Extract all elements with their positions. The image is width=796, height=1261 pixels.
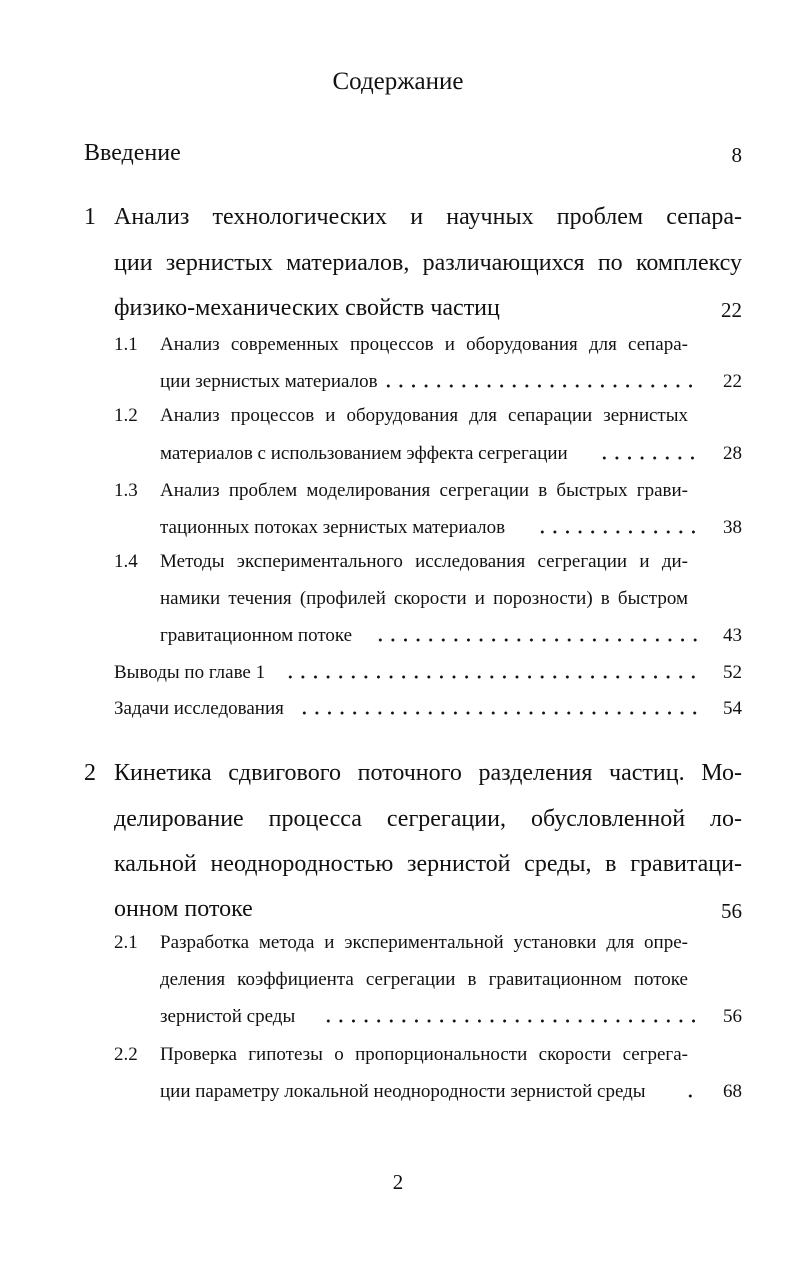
chapter-title-line-2: ции зернистых материалов, различающихся по комплексу [114, 250, 742, 276]
section-page: 38 [723, 517, 742, 538]
toc-section-1-2[interactable] [114, 405, 742, 469]
dot-leader [298, 711, 698, 715]
toc-section-2-1[interactable] [114, 932, 742, 1032]
section-title-line-1: Методы экспериментального исследования сегрегации и ди- [160, 551, 688, 572]
section-number: 1.3 [114, 480, 138, 501]
toc-section-1-4[interactable] [114, 551, 742, 651]
section-page: 68 [723, 1081, 742, 1102]
section-number: 1.4 [114, 551, 138, 572]
section-title-line-2: ции зернистых материалов [160, 371, 378, 392]
toc-entry-tasks[interactable] [114, 698, 742, 724]
section-title-line-1: Анализ проблем моделирования сегрегации в быстрых грави- [160, 480, 688, 501]
section-title-line-3: гравитационном потоке [160, 625, 353, 646]
section-title-line-1: Анализ современных процессов и оборудования для сепара- [160, 334, 688, 355]
entry-label: Задачи исследования [114, 698, 284, 719]
section-title-line-2: тационных потоках зернистых материалов [160, 517, 506, 538]
page-number: 2 [392, 1170, 404, 1194]
chapter-title-line-1: Анализ технологических и научных проблем сепара- [114, 204, 742, 230]
chapter-title-line-3: кальной неоднородностью зернистой среды, в гравитаци- [114, 851, 742, 877]
chapter-title-line-3: физико-механических свойств частиц [114, 295, 500, 321]
chapter-page: 56 [721, 899, 742, 923]
toc-entry-conclusions-1[interactable] [114, 662, 742, 688]
dot-leader [374, 638, 698, 642]
section-number: 2.1 [114, 932, 138, 953]
chapter-title-line-4: онном потоке [114, 896, 253, 922]
dot-leader [382, 384, 698, 388]
section-number: 1.1 [114, 334, 138, 355]
chapter-number: 1 [84, 204, 96, 230]
toc-chapter-1[interactable] [84, 204, 742, 354]
chapter-title-line-2: делирование процесса сегрегации, обусловленной ло- [114, 806, 742, 832]
entry-label: Введение [84, 140, 181, 166]
section-number: 1.2 [114, 405, 138, 426]
section-page: 28 [723, 443, 742, 464]
toc-entry-intro[interactable] [84, 140, 742, 170]
toc-section-1-1[interactable] [114, 334, 742, 398]
dot-leader [684, 1094, 698, 1098]
page-title: Содержание [332, 68, 464, 95]
dot-leader [598, 456, 698, 460]
entry-page: 8 [731, 143, 742, 167]
dot-leader [536, 530, 698, 534]
dot-leader [284, 675, 698, 679]
section-title-line-2: деления коэффициента сегрегации в гравитационном потоке [160, 969, 688, 990]
entry-page: 54 [723, 698, 742, 719]
section-number: 2.2 [114, 1044, 138, 1065]
toc-section-2-2[interactable] [114, 1044, 742, 1108]
section-title-line-1: Анализ процессов и оборудования для сепарации зернистых [160, 405, 688, 426]
section-page: 43 [723, 625, 742, 646]
toc-chapter-2[interactable] [84, 760, 742, 930]
section-title-line-2: материалов с использованием эффекта сегрегации [160, 443, 568, 464]
section-title-line-1: Разработка метода и экспериментальной установки для опре- [160, 932, 688, 953]
entry-page: 52 [723, 662, 742, 683]
section-title-line-1: Проверка гипотезы о пропорциональности скорости сегрега- [160, 1044, 688, 1065]
chapter-page: 22 [721, 298, 742, 322]
section-page: 22 [723, 371, 742, 392]
section-title-line-3: зернистой среды [160, 1006, 296, 1027]
section-title-line-2: намики течения (профилей скорости и порозности) в быстром [160, 588, 688, 609]
entry-label: Выводы по главе 1 [114, 662, 266, 683]
chapter-number: 2 [84, 760, 96, 786]
dot-leader [322, 1019, 698, 1023]
chapter-title-line-1: Кинетика сдвигового поточного разделения частиц. Мо- [114, 760, 742, 786]
section-title-line-2: ции параметру локальной неоднородности зернистой среды [160, 1081, 646, 1102]
toc-section-1-3[interactable] [114, 480, 742, 544]
section-page: 56 [723, 1006, 742, 1027]
